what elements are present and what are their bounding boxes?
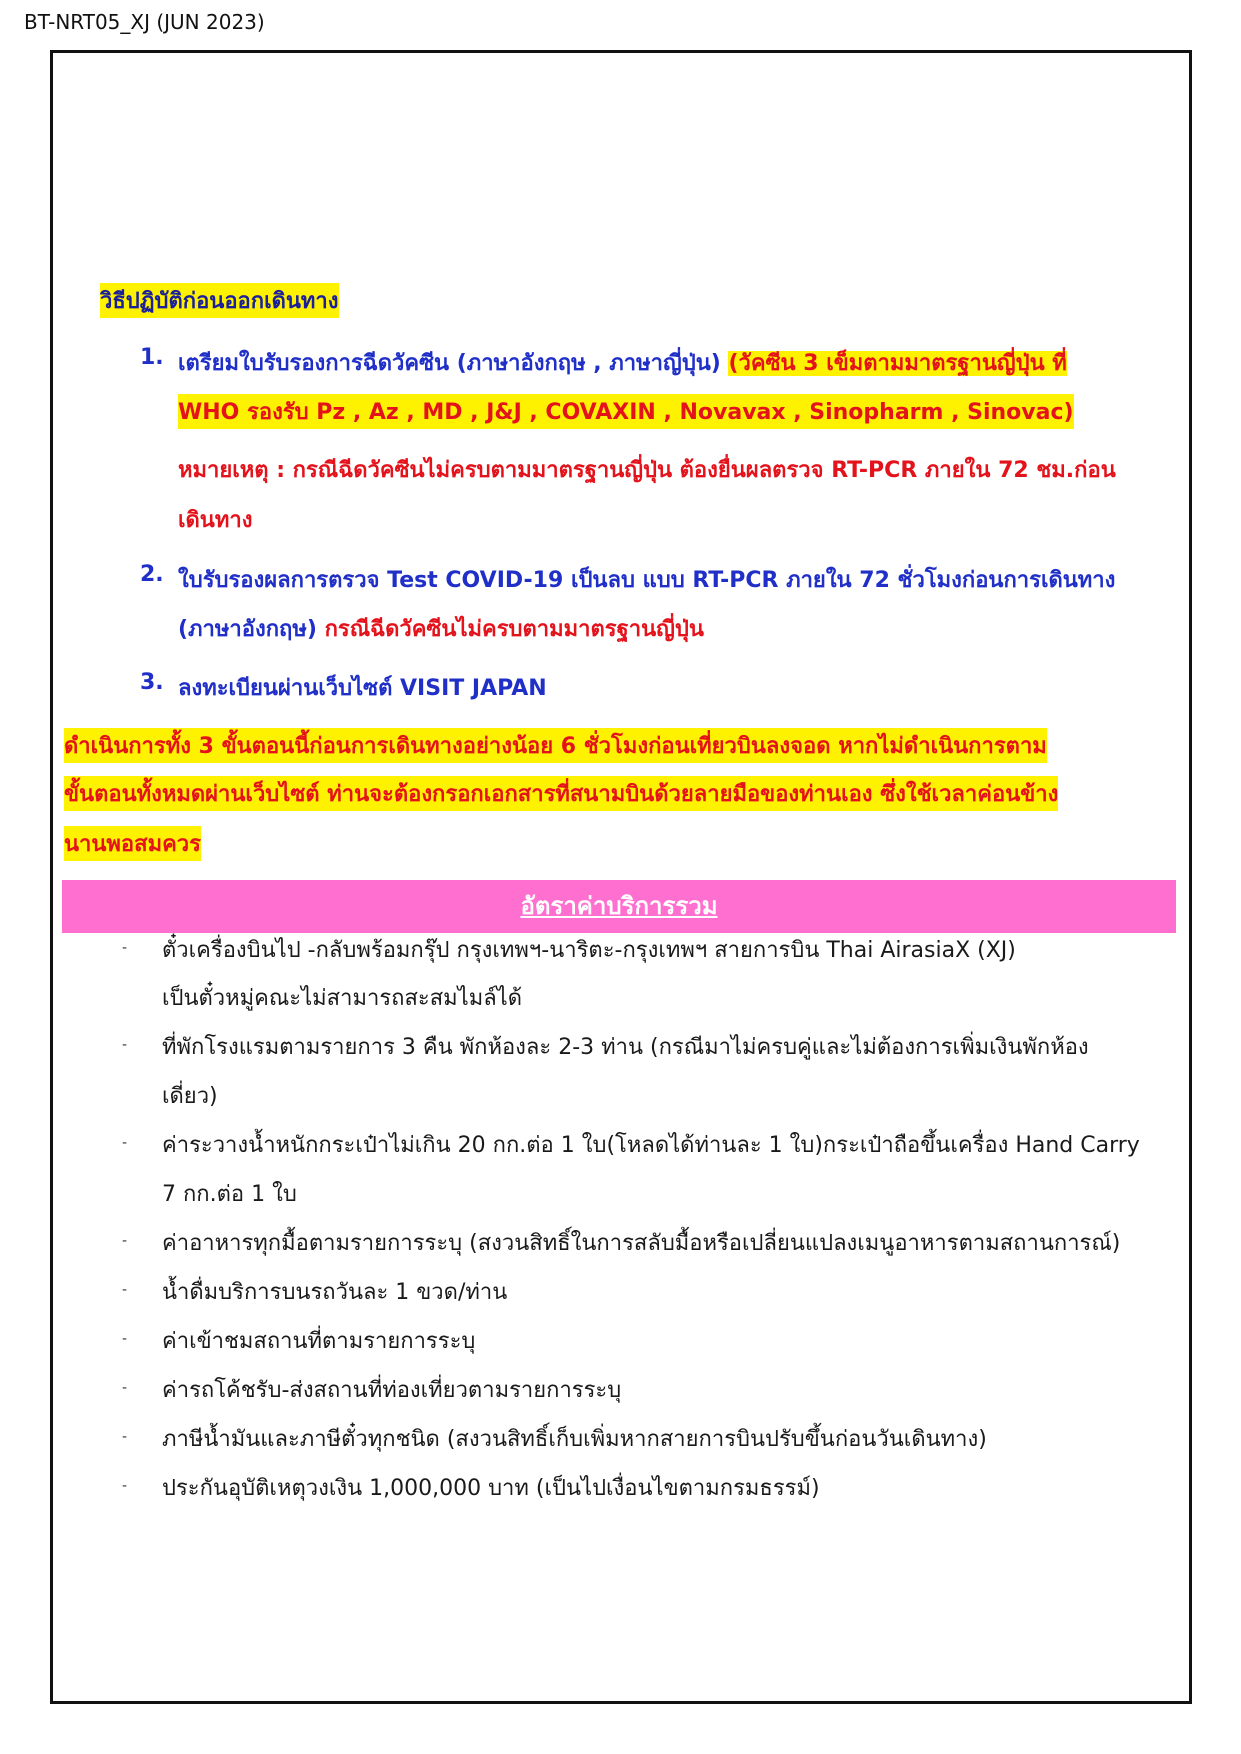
step-1-highlight-b: WHO รองรับ Pz , Az , MD , J&J , COVAXIN , Novavax , Sinopharm , Sinovac): [178, 394, 1074, 429]
rate-item-4: ค่าอาหารทุกมื้อตามรายการระบุ (สงวนสิทธิ์ในการสลับมื้อหรือเปลี่ยนแปลงเมนูอาหารตามสถานการณ์): [162, 1231, 1121, 1256]
step-3-text: ลงทะเบียนผ่านเว็บไซต์ VISIT JAPAN: [178, 676, 547, 701]
bullet-dash: -: [122, 1429, 128, 1445]
bullet-dash: -: [122, 1282, 128, 1298]
step-2-line-2: [178, 611, 704, 646]
warning-line-2: ขั้นตอนทั้งหมดผ่านเว็บไซต์ ท่านจะต้องกรอกเอกสารที่สนามบินด้วยลายมือของท่านเอง ซึ่งใช้เวลาค่อนข้าง: [64, 776, 1058, 811]
bullet-dash: -: [122, 1380, 128, 1396]
step-2-note: กรณีฉีดวัคซีนไม่ครบตามมาตรฐานญี่ปุ่น: [324, 617, 704, 642]
rate-item-3-line-2: 7 กก.ต่อ 1 ใบ: [162, 1182, 297, 1207]
step-2-lang: (ภาษาอังกฤษ): [178, 617, 317, 642]
step-1-line-1: [178, 345, 1067, 380]
rate-item-5: น้ำดื่มบริการบนรถวันละ 1 ขวด/ท่าน: [162, 1280, 508, 1305]
bullet-dash: -: [122, 1135, 128, 1151]
bullet-dash: -: [122, 1331, 128, 1347]
step-1-number: 1.: [140, 345, 164, 370]
bullet-dash: -: [122, 1478, 128, 1494]
warning-line-1: ดำเนินการทั้ง 3 ขั้นตอนนี้ก่อนการเดินทางอย่างน้อย 6 ชั่วโมงก่อนเที่ยวบินลงจอด หากไม่ดำเนินการตาม: [64, 728, 1047, 763]
bullet-dash: -: [122, 1233, 128, 1249]
step-3-number: 3.: [140, 670, 164, 695]
rate-item-2-line-1: ที่พักโรงแรมตามรายการ 3 คืน พักห้องละ 2-3 ท่าน (กรณีมาไม่ครบคู่และไม่ต้องการเพิ่มเงินพักห้อง: [162, 1035, 1089, 1060]
rate-item-9: ประกันอุบัติเหตุวงเงิน 1,000,000 บาท (เป็นไปเงื่อนไขตามกรมธรรม์): [162, 1476, 820, 1501]
step-1-note-line-1: หมายเหตุ : กรณีฉีดวัคซีนไม่ครบตามมาตรฐานญี่ปุ่น ต้องยื่นผลตรวจ RT-PCR ภายใน 72 ชม.ก่อน: [178, 458, 1116, 483]
rate-item-3-line-1: ค่าระวางน้ำหนักกระเป๋าไม่เกิน 20 กก.ต่อ 1 ใบ(โหลดได้ท่านละ 1 ใบ)กระเป๋าถือขึ้นเครื่อง Hand Carry: [162, 1133, 1140, 1158]
step-1-note-line-2: เดินทาง: [178, 508, 253, 533]
warning-line-3: นานพอสมควร: [64, 826, 201, 861]
rate-item-2-line-2: เดี่ยว): [162, 1084, 218, 1109]
bullet-dash: -: [122, 1037, 128, 1053]
rates-title: อัตราค่าบริการรวม: [520, 892, 718, 920]
rate-item-1-line-1: ตั๋วเครื่องบินไป -กลับพร้อมกรุ๊ป กรุงเทพฯ-นาริตะ-กรุงเทพฯ สายการบิน Thai AirasiaX (XJ): [162, 938, 1016, 963]
rate-item-6: ค่าเข้าชมสถานที่ตามรายการระบุ: [162, 1329, 476, 1354]
rates-banner: [62, 880, 1176, 933]
rate-item-7: ค่ารถโค้ชรับ-ส่งสถานที่ท่องเที่ยวตามรายการระบุ: [162, 1378, 622, 1403]
bullet-dash: -: [122, 940, 128, 956]
step-2-line-1: ใบรับรองผลการตรวจ Test COVID-19 เป็นลบ แบบ RT-PCR ภายใน 72 ชั่วโมงก่อนการเดินทาง: [178, 568, 1116, 593]
document-code: BT-NRT05_XJ (JUN 2023): [24, 10, 265, 34]
pre-departure-heading: วิธีปฏิบัติก่อนออกเดินทาง: [100, 283, 339, 318]
step-2-number: 2.: [140, 562, 164, 587]
step-1-text: เตรียมใบรับรองการฉีดวัคซีน (ภาษาอังกฤษ , ภาษาญี่ปุ่น): [178, 351, 721, 376]
rate-item-8: ภาษีน้ำมันและภาษีตั๋วทุกชนิด (สงวนสิทธิ์เก็บเพิ่มหากสายการบินปรับขึ้นก่อนวันเดินทาง): [162, 1427, 987, 1452]
rate-item-1-line-2: เป็นตั๋วหมู่คณะไม่สามารถสะสมไมล์ได้: [162, 986, 523, 1011]
step-1-highlight-a: (วัคซีน 3 เข็มตามมาตรฐานญี่ปุ่น ที่: [728, 351, 1067, 376]
